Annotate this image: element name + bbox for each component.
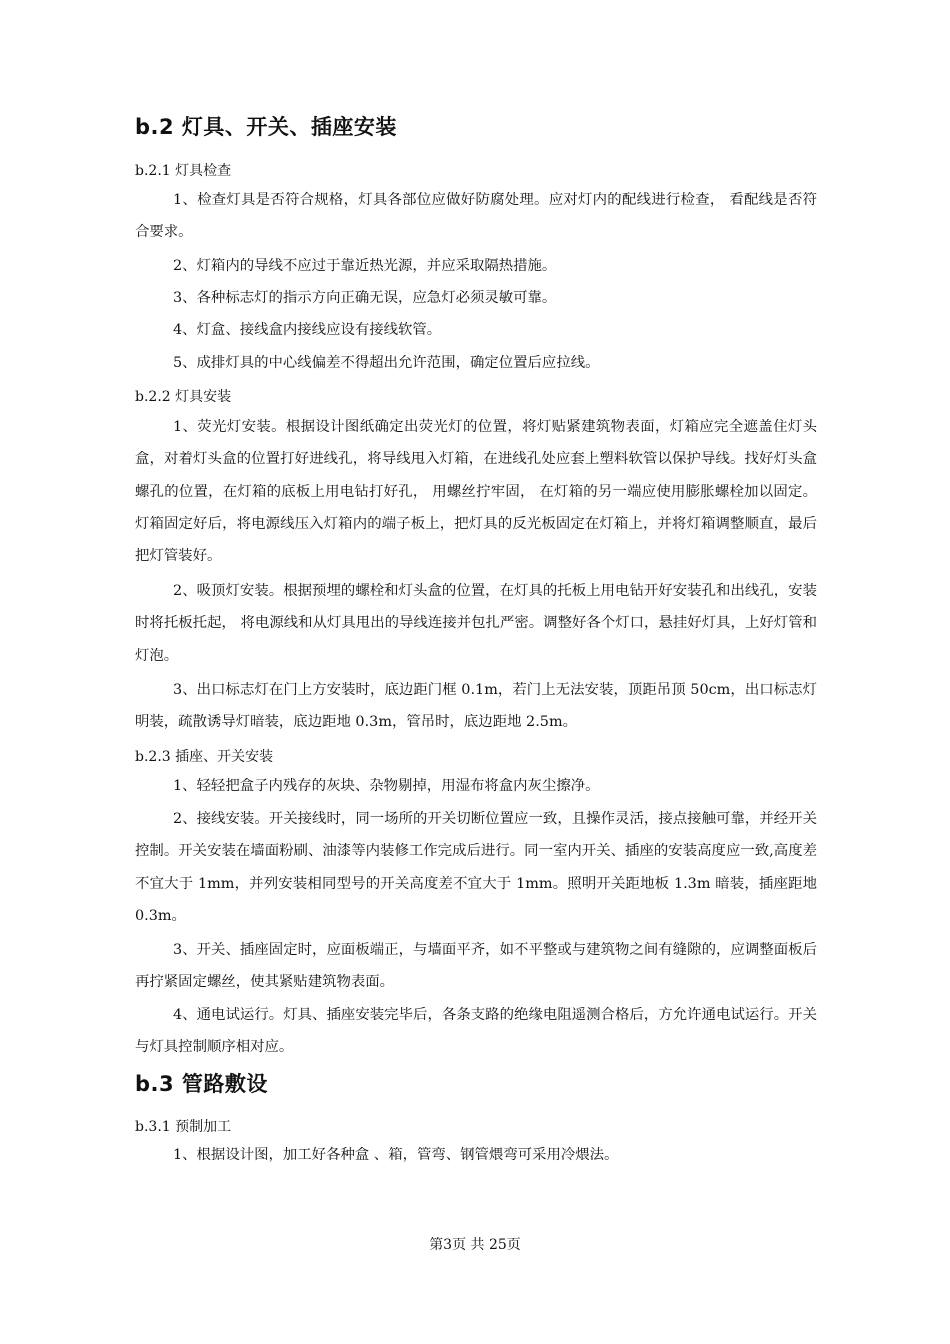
section-heading-b2: b.2 灯具、开关、插座安装	[135, 115, 397, 139]
paragraph: 4、通电试运行。灯具、插座安装完毕后，各条支路的绝缘电阻遥测合格后，方允许通电试运行。开关与灯具控制顺序相对应。	[135, 1007, 817, 1056]
subsection-heading-b2-3: b.2.3 插座、开关安装	[135, 749, 274, 765]
paragraph: 1、根据设计图，加工好各种盒 、箱，管弯、钢管煨弯可采用冷煨法。	[173, 1147, 619, 1163]
paragraph: 3、开关、插座固定时，应面板端正，与墙面平齐，如不平整或与建筑物之间有缝隙的，应调整面板后再拧紧固定螺丝，使其紧贴建筑物表面。	[135, 942, 817, 991]
paragraph: 4、灯盒、接线盒内接线应设有接线软管。	[173, 322, 442, 338]
paragraph: 2、灯箱内的导线不应过于靠近热光源，并应采取隔热措施。	[173, 258, 557, 274]
paragraph: 5、成排灯具的中心线偏差不得超出允许范围，确定位置后应拉线。	[173, 355, 600, 371]
paragraph: 2、吸顶灯安装。根据预埋的螺栓和灯头盒的位置，在灯具的托板上用电钻开好安装孔和出线孔，安装时将托板托起， 将电源线和从灯具甩出的导线连接并包扎严密。调整好各个灯口，悬挂好灯具，上好灯管和灯泡。	[135, 583, 817, 664]
paragraph: 1、荧光灯安装。根据设计图纸确定出荧光灯的位置，将灯贴紧建筑物表面，灯箱应完全遮盖住灯头盒，对着灯头盒的位置打好进线孔，将导线甩入灯箱，在进线孔处应套上塑料软管以保护导线。找好灯头盒螺孔的位置，在灯箱的底板上用电钻打好孔， 用螺丝拧牢固， 在灯箱的另一端应使用膨胀螺栓加以固定。灯箱固定好后，将电源线压入灯箱内的端子板上，把灯具的反光板固定在灯箱上，并将灯箱调整顺直，最后把灯管装好。	[135, 419, 817, 565]
section-heading-b3: b.3 管路敷设	[135, 1072, 268, 1096]
paragraph: 1、检查灯具是否符合规格，灯具各部位应做好防腐处理。应对灯内的配线进行检查， 看配线是否符合要求。	[135, 192, 817, 241]
paragraph: 3、出口标志灯在门上方安装时，底边距门框 0.1m，若门上无法安装，顶距吊顶 50cm，出口标志灯明装，疏散诱导灯暗装，底边距地 0.3m，管吊时，底边距地 2.5m。	[135, 682, 817, 731]
subsection-heading-b2-2: b.2.2 灯具安装	[135, 389, 232, 405]
page-number: 第3页 共 25页	[429, 1237, 521, 1253]
paragraph: 3、各种标志灯的指示方向正确无误，应急灯必须灵敏可靠。	[173, 290, 557, 306]
paragraph: 2、接线安装。开关接线时，同一场所的开关切断位置应一致，且操作灵活，接点接触可靠，并经开关控制。开关安装在墙面粉刷、油漆等内装修工作完成后进行。同一室内开关、插座的安装高度应一致,高度差不宜大于 1mm，并列安装相同型号的开关高度差不宜大于 1mm。照明开关距地板 1.3m 暗装，插座距地 0.3m。	[135, 811, 817, 924]
subsection-heading-b2-1: b.2.1 灯具检查	[135, 163, 232, 179]
paragraph: 1、轻轻把盒子内残存的灰块、杂物剔掉，用湿布将盒内灰尘擦净。	[173, 778, 600, 794]
subsection-heading-b3-1: b.3.1 预制加工	[135, 1119, 232, 1135]
